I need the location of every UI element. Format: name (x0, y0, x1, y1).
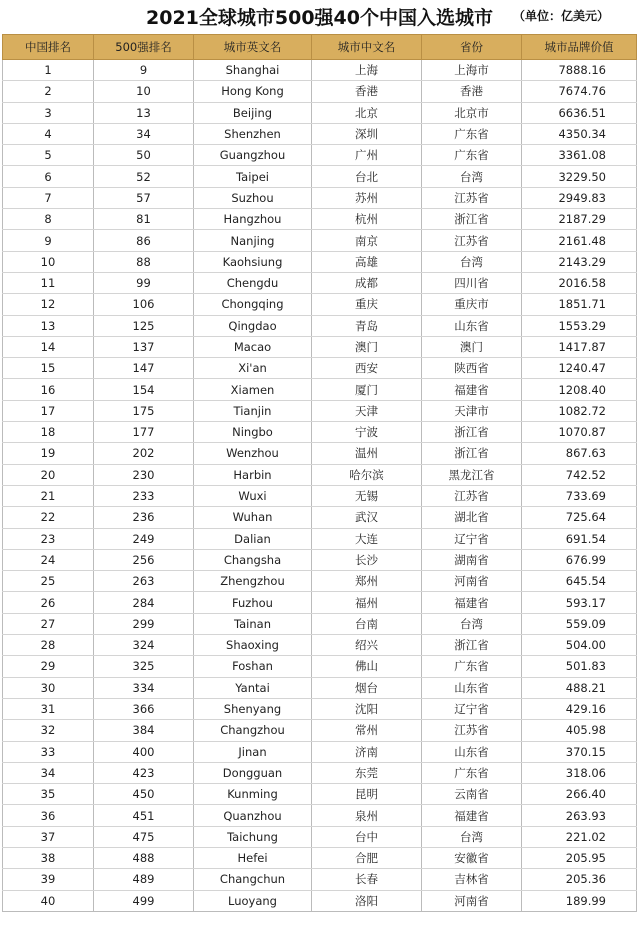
table-row (3, 720, 637, 741)
global-rank-cell: 236 (94, 507, 194, 528)
table-row (3, 251, 637, 272)
brand-value-cell: 2016.58 (522, 272, 637, 293)
table-row (3, 741, 637, 762)
province-cell: 辽宁省 (422, 698, 522, 719)
page-title: 2021全球城市500强40个中国入选城市 (146, 7, 493, 29)
english-name-cell: Wuhan (194, 507, 312, 528)
chinese-name-cell: 香港 (312, 81, 422, 102)
english-name-cell: Taichung (194, 826, 312, 847)
table-row (3, 60, 637, 81)
english-name-cell: Shaoxing (194, 635, 312, 656)
table-body (3, 60, 637, 912)
english-name-cell: Changzhou (194, 720, 312, 741)
brand-value-cell: 645.54 (522, 571, 637, 592)
english-name-cell: Ningbo (194, 422, 312, 443)
china-rank-cell: 29 (3, 656, 94, 677)
unit-label: （单位：亿美元） (512, 9, 609, 23)
brand-value-cell: 733.69 (522, 485, 637, 506)
china-rank-cell: 32 (3, 720, 94, 741)
global-rank-cell: 488 (94, 847, 194, 868)
table-row (3, 826, 637, 847)
china-rank-cell: 8 (3, 209, 94, 230)
brand-value-cell: 1417.87 (522, 336, 637, 357)
brand-value-cell: 405.98 (522, 720, 637, 741)
table-row (3, 123, 637, 144)
china-rank-cell: 10 (3, 251, 94, 272)
brand-value-cell: 488.21 (522, 677, 637, 698)
brand-value-cell: 3229.50 (522, 166, 637, 187)
brand-value-cell: 7674.76 (522, 81, 637, 102)
table-row (3, 549, 637, 570)
table-row (3, 528, 637, 549)
english-name-cell: Changsha (194, 549, 312, 570)
chinese-name-cell: 天津 (312, 400, 422, 421)
brand-value-cell: 266.40 (522, 784, 637, 805)
table-header-row (3, 35, 637, 60)
china-rank-cell: 6 (3, 166, 94, 187)
english-name-cell: Changchun (194, 869, 312, 890)
global-rank-cell: 137 (94, 336, 194, 357)
chinese-name-cell: 无锡 (312, 485, 422, 506)
brand-value-cell: 205.36 (522, 869, 637, 890)
table-row (3, 443, 637, 464)
global-rank-cell: 284 (94, 592, 194, 613)
china-rank-cell: 3 (3, 102, 94, 123)
chinese-name-cell: 哈尔滨 (312, 464, 422, 485)
china-rank-cell: 17 (3, 400, 94, 421)
province-cell: 辽宁省 (422, 528, 522, 549)
chinese-name-cell: 济南 (312, 741, 422, 762)
city-ranking-table (2, 34, 637, 912)
table-row (3, 592, 637, 613)
global-rank-cell: 489 (94, 869, 194, 890)
global-rank-cell: 233 (94, 485, 194, 506)
english-name-cell: Shenzhen (194, 123, 312, 144)
province-cell: 江苏省 (422, 187, 522, 208)
english-name-cell: Guangzhou (194, 145, 312, 166)
english-name-cell: Beijing (194, 102, 312, 123)
brand-value-cell: 725.64 (522, 507, 637, 528)
english-name-cell: Shanghai (194, 60, 312, 81)
province-cell: 台湾 (422, 613, 522, 634)
chinese-name-cell: 沈阳 (312, 698, 422, 719)
chinese-name-cell: 郑州 (312, 571, 422, 592)
brand-value-cell: 221.02 (522, 826, 637, 847)
china-rank-cell: 22 (3, 507, 94, 528)
chinese-name-cell: 泉州 (312, 805, 422, 826)
province-cell: 浙江省 (422, 443, 522, 464)
brand-value-cell: 1240.47 (522, 358, 637, 379)
province-cell: 上海市 (422, 60, 522, 81)
china-rank-cell: 9 (3, 230, 94, 251)
english-name-cell: Suzhou (194, 187, 312, 208)
province-cell: 河南省 (422, 571, 522, 592)
province-cell: 台湾 (422, 826, 522, 847)
global-rank-cell: 230 (94, 464, 194, 485)
brand-value-cell: 2161.48 (522, 230, 637, 251)
brand-value-cell: 691.54 (522, 528, 637, 549)
col-header-brand-value: 城市品牌价值 (522, 35, 637, 60)
province-cell: 黑龙江省 (422, 464, 522, 485)
chinese-name-cell: 合肥 (312, 847, 422, 868)
province-cell: 江苏省 (422, 230, 522, 251)
province-cell: 广东省 (422, 123, 522, 144)
global-rank-cell: 499 (94, 890, 194, 911)
brand-value-cell: 2143.29 (522, 251, 637, 272)
global-rank-cell: 256 (94, 549, 194, 570)
province-cell: 湖北省 (422, 507, 522, 528)
global-rank-cell: 175 (94, 400, 194, 421)
col-header-province: 省份 (422, 35, 522, 60)
table-row (3, 890, 637, 911)
global-rank-cell: 154 (94, 379, 194, 400)
chinese-name-cell: 青岛 (312, 315, 422, 336)
table-row (3, 485, 637, 506)
brand-value-cell: 6636.51 (522, 102, 637, 123)
province-cell: 山东省 (422, 315, 522, 336)
province-cell: 浙江省 (422, 209, 522, 230)
english-name-cell: Tianjin (194, 400, 312, 421)
province-cell: 吉林省 (422, 869, 522, 890)
global-rank-cell: 423 (94, 762, 194, 783)
table-row (3, 464, 637, 485)
table-row (3, 358, 637, 379)
brand-value-cell: 189.99 (522, 890, 637, 911)
chinese-name-cell: 厦门 (312, 379, 422, 400)
english-name-cell: Quanzhou (194, 805, 312, 826)
chinese-name-cell: 绍兴 (312, 635, 422, 656)
english-name-cell: Luoyang (194, 890, 312, 911)
global-rank-cell: 325 (94, 656, 194, 677)
chinese-name-cell: 台南 (312, 613, 422, 634)
col-header-english-name: 城市英文名 (194, 35, 312, 60)
table-row (3, 507, 637, 528)
chinese-name-cell: 佛山 (312, 656, 422, 677)
english-name-cell: Kunming (194, 784, 312, 805)
chinese-name-cell: 台北 (312, 166, 422, 187)
table-row (3, 847, 637, 868)
chinese-name-cell: 苏州 (312, 187, 422, 208)
province-cell: 台湾 (422, 166, 522, 187)
china-rank-cell: 15 (3, 358, 94, 379)
china-rank-cell: 23 (3, 528, 94, 549)
table-row (3, 869, 637, 890)
table-row (3, 102, 637, 123)
province-cell: 广东省 (422, 656, 522, 677)
global-rank-cell: 450 (94, 784, 194, 805)
english-name-cell: Fuzhou (194, 592, 312, 613)
province-cell: 江苏省 (422, 720, 522, 741)
english-name-cell: Dalian (194, 528, 312, 549)
chinese-name-cell: 北京 (312, 102, 422, 123)
chinese-name-cell: 昆明 (312, 784, 422, 805)
china-rank-cell: 5 (3, 145, 94, 166)
province-cell: 台湾 (422, 251, 522, 272)
col-header-china-rank: 中国排名 (3, 35, 94, 60)
china-rank-cell: 34 (3, 762, 94, 783)
chinese-name-cell: 常州 (312, 720, 422, 741)
brand-value-cell: 429.16 (522, 698, 637, 719)
brand-value-cell: 1070.87 (522, 422, 637, 443)
global-rank-cell: 299 (94, 613, 194, 634)
china-rank-cell: 31 (3, 698, 94, 719)
province-cell: 福建省 (422, 592, 522, 613)
table-row (3, 81, 637, 102)
china-rank-cell: 25 (3, 571, 94, 592)
brand-value-cell: 559.09 (522, 613, 637, 634)
brand-value-cell: 1851.71 (522, 294, 637, 315)
chinese-name-cell: 重庆 (312, 294, 422, 315)
china-rank-cell: 19 (3, 443, 94, 464)
col-header-chinese-name: 城市中文名 (312, 35, 422, 60)
global-rank-cell: 10 (94, 81, 194, 102)
english-name-cell: Chongqing (194, 294, 312, 315)
english-name-cell: Harbin (194, 464, 312, 485)
global-rank-cell: 52 (94, 166, 194, 187)
global-rank-cell: 400 (94, 741, 194, 762)
brand-value-cell: 504.00 (522, 635, 637, 656)
province-cell: 浙江省 (422, 422, 522, 443)
province-cell: 澳门 (422, 336, 522, 357)
table-row (3, 571, 637, 592)
brand-value-cell: 1082.72 (522, 400, 637, 421)
brand-value-cell: 501.83 (522, 656, 637, 677)
chinese-name-cell: 南京 (312, 230, 422, 251)
china-rank-cell: 4 (3, 123, 94, 144)
global-rank-cell: 475 (94, 826, 194, 847)
global-rank-cell: 86 (94, 230, 194, 251)
table-row (3, 315, 637, 336)
global-rank-cell: 34 (94, 123, 194, 144)
table-row (3, 677, 637, 698)
table-row (3, 230, 637, 251)
english-name-cell: Kaohsiung (194, 251, 312, 272)
province-cell: 浙江省 (422, 635, 522, 656)
col-header-global-rank: 500强排名 (94, 35, 194, 60)
global-rank-cell: 50 (94, 145, 194, 166)
english-name-cell: Qingdao (194, 315, 312, 336)
global-rank-cell: 202 (94, 443, 194, 464)
chinese-name-cell: 烟台 (312, 677, 422, 698)
chinese-name-cell: 长沙 (312, 549, 422, 570)
global-rank-cell: 324 (94, 635, 194, 656)
chinese-name-cell: 成都 (312, 272, 422, 293)
chinese-name-cell: 深圳 (312, 123, 422, 144)
global-rank-cell: 9 (94, 60, 194, 81)
brand-value-cell: 2949.83 (522, 187, 637, 208)
province-cell: 广东省 (422, 762, 522, 783)
table-row (3, 762, 637, 783)
english-name-cell: Wenzhou (194, 443, 312, 464)
brand-value-cell: 2187.29 (522, 209, 637, 230)
province-cell: 山东省 (422, 677, 522, 698)
chinese-name-cell: 东莞 (312, 762, 422, 783)
chinese-name-cell: 福州 (312, 592, 422, 613)
chinese-name-cell: 广州 (312, 145, 422, 166)
province-cell: 河南省 (422, 890, 522, 911)
english-name-cell: Xiamen (194, 379, 312, 400)
province-cell: 安徽省 (422, 847, 522, 868)
english-name-cell: Taipei (194, 166, 312, 187)
china-rank-cell: 26 (3, 592, 94, 613)
table-row (3, 336, 637, 357)
china-rank-cell: 2 (3, 81, 94, 102)
english-name-cell: Dongguan (194, 762, 312, 783)
table-row (3, 422, 637, 443)
china-rank-cell: 37 (3, 826, 94, 847)
province-cell: 广东省 (422, 145, 522, 166)
brand-value-cell: 318.06 (522, 762, 637, 783)
china-rank-cell: 40 (3, 890, 94, 911)
table-row (3, 294, 637, 315)
china-rank-cell: 24 (3, 549, 94, 570)
table-row (3, 166, 637, 187)
chinese-name-cell: 温州 (312, 443, 422, 464)
global-rank-cell: 366 (94, 698, 194, 719)
table-row (3, 613, 637, 634)
china-rank-cell: 20 (3, 464, 94, 485)
brand-value-cell: 7888.16 (522, 60, 637, 81)
table-row (3, 145, 637, 166)
global-rank-cell: 451 (94, 805, 194, 826)
china-rank-cell: 30 (3, 677, 94, 698)
english-name-cell: Foshan (194, 656, 312, 677)
chinese-name-cell: 宁波 (312, 422, 422, 443)
brand-value-cell: 4350.34 (522, 123, 637, 144)
china-rank-cell: 7 (3, 187, 94, 208)
english-name-cell: Wuxi (194, 485, 312, 506)
province-cell: 四川省 (422, 272, 522, 293)
global-rank-cell: 263 (94, 571, 194, 592)
brand-value-cell: 676.99 (522, 549, 637, 570)
english-name-cell: Macao (194, 336, 312, 357)
chinese-name-cell: 高雄 (312, 251, 422, 272)
province-cell: 江苏省 (422, 485, 522, 506)
global-rank-cell: 88 (94, 251, 194, 272)
china-rank-cell: 38 (3, 847, 94, 868)
brand-value-cell: 1553.29 (522, 315, 637, 336)
brand-value-cell: 593.17 (522, 592, 637, 613)
english-name-cell: Hangzhou (194, 209, 312, 230)
china-rank-cell: 21 (3, 485, 94, 506)
china-rank-cell: 28 (3, 635, 94, 656)
table-row (3, 400, 637, 421)
table-row (3, 805, 637, 826)
province-cell: 北京市 (422, 102, 522, 123)
global-rank-cell: 13 (94, 102, 194, 123)
global-rank-cell: 99 (94, 272, 194, 293)
china-rank-cell: 13 (3, 315, 94, 336)
chinese-name-cell: 澳门 (312, 336, 422, 357)
brand-value-cell: 867.63 (522, 443, 637, 464)
china-rank-cell: 12 (3, 294, 94, 315)
table-row (3, 698, 637, 719)
english-name-cell: Yantai (194, 677, 312, 698)
global-rank-cell: 177 (94, 422, 194, 443)
global-rank-cell: 249 (94, 528, 194, 549)
china-rank-cell: 11 (3, 272, 94, 293)
chinese-name-cell: 台中 (312, 826, 422, 847)
global-rank-cell: 147 (94, 358, 194, 379)
table-row (3, 635, 637, 656)
global-rank-cell: 125 (94, 315, 194, 336)
chinese-name-cell: 武汉 (312, 507, 422, 528)
china-rank-cell: 33 (3, 741, 94, 762)
global-rank-cell: 57 (94, 187, 194, 208)
table-row (3, 656, 637, 677)
china-rank-cell: 14 (3, 336, 94, 357)
brand-value-cell: 370.15 (522, 741, 637, 762)
english-name-cell: Chengdu (194, 272, 312, 293)
china-rank-cell: 36 (3, 805, 94, 826)
chinese-name-cell: 西安 (312, 358, 422, 379)
english-name-cell: Hong Kong (194, 81, 312, 102)
english-name-cell: Zhengzhou (194, 571, 312, 592)
province-cell: 香港 (422, 81, 522, 102)
page-header (0, 0, 639, 34)
table-row (3, 379, 637, 400)
english-name-cell: Jinan (194, 741, 312, 762)
china-rank-cell: 18 (3, 422, 94, 443)
chinese-name-cell: 长春 (312, 869, 422, 890)
table-row (3, 187, 637, 208)
brand-value-cell: 3361.08 (522, 145, 637, 166)
china-rank-cell: 35 (3, 784, 94, 805)
china-rank-cell: 39 (3, 869, 94, 890)
global-rank-cell: 81 (94, 209, 194, 230)
chinese-name-cell: 大连 (312, 528, 422, 549)
province-cell: 云南省 (422, 784, 522, 805)
province-cell: 福建省 (422, 379, 522, 400)
china-rank-cell: 27 (3, 613, 94, 634)
chinese-name-cell: 洛阳 (312, 890, 422, 911)
english-name-cell: Hefei (194, 847, 312, 868)
table-row (3, 209, 637, 230)
english-name-cell: Shenyang (194, 698, 312, 719)
english-name-cell: Nanjing (194, 230, 312, 251)
global-rank-cell: 106 (94, 294, 194, 315)
china-rank-cell: 1 (3, 60, 94, 81)
global-rank-cell: 384 (94, 720, 194, 741)
brand-value-cell: 742.52 (522, 464, 637, 485)
table-row (3, 272, 637, 293)
english-name-cell: Xi'an (194, 358, 312, 379)
province-cell: 山东省 (422, 741, 522, 762)
chinese-name-cell: 上海 (312, 60, 422, 81)
brand-value-cell: 205.95 (522, 847, 637, 868)
province-cell: 陕西省 (422, 358, 522, 379)
global-rank-cell: 334 (94, 677, 194, 698)
province-cell: 重庆市 (422, 294, 522, 315)
brand-value-cell: 1208.40 (522, 379, 637, 400)
english-name-cell: Tainan (194, 613, 312, 634)
brand-value-cell: 263.93 (522, 805, 637, 826)
province-cell: 湖南省 (422, 549, 522, 570)
chinese-name-cell: 杭州 (312, 209, 422, 230)
province-cell: 天津市 (422, 400, 522, 421)
table-row (3, 784, 637, 805)
china-rank-cell: 16 (3, 379, 94, 400)
province-cell: 福建省 (422, 805, 522, 826)
